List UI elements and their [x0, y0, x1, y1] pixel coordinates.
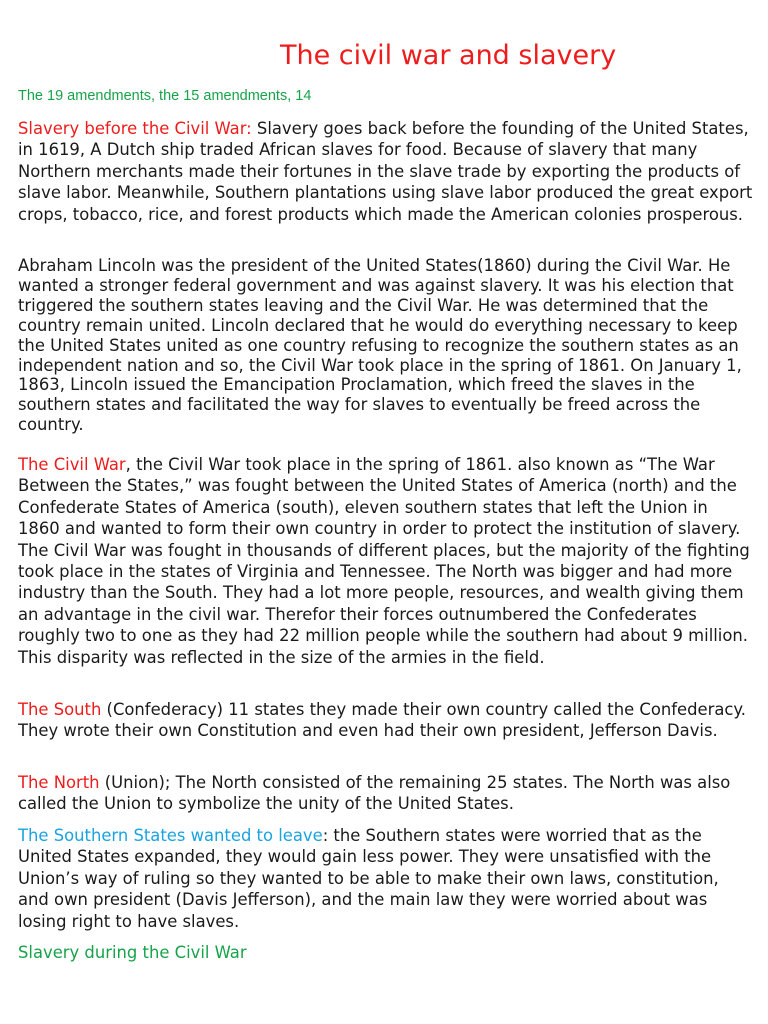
document-title: The civil war and slavery: [280, 40, 617, 71]
heading-slavery-before-war: Slavery before the Civil War:: [18, 119, 252, 138]
heading-slavery-during-war: Slavery during the Civil War: [18, 943, 247, 962]
paragraph-body: , the Civil War took place in the spring of 1861. also known as “The War Between the States,” was fought between the United States of America (north) and the Confederate States of America (south), eleven southern states that left the Union in 1860 and wanted to form their own country in order to protect the institution of slavery. The Civil War was fought in thousands of different places, but the majority of the fighting took place in the states of Virginia and Tennessee. The North was bigger and had more industry than the South. They had a lot more people, resources, and wealth giving them an advantage in the civil war. Therefor their forces outnumbered the Confederates roughly two to one as they had 22 million people while the southern had about 9 million. This disparity was reflected in the size of the armies in the field.: [18, 455, 750, 667]
paragraph-civil-war: [18, 454, 754, 668]
paragraph-body: (Confederacy) 11 states they made their own country called the Confederacy. They wrote their own Constitution and even had their own president, Jefferson Davis.: [18, 700, 746, 741]
heading-the-south: The South: [18, 700, 102, 719]
paragraph-abraham-lincoln: [18, 256, 754, 435]
paragraph-body: : the Southern states were worried that as the United States expanded, they would gain less power. They were unsatisfied with the Union’s way of ruling so they wanted to be able to make their own laws, constitution, and own president (Davis Jefferson), and the main law they were worried about was losing right to have slaves.: [18, 826, 719, 931]
paragraph-southern-states-leave: [18, 825, 754, 932]
paragraph-the-south: [18, 699, 754, 742]
heading-the-north: The North: [18, 773, 100, 792]
paragraph-slavery-before-war: [18, 118, 754, 225]
document-subtitle: The 19 amendments, the 15 amendments, 14: [18, 88, 312, 104]
paragraph-body: Abraham Lincoln was the president of the United States(1860) during the Civil War. He wanted a stronger federal government and was against slavery. It was his election that triggered the southern states leaving and the Civil War. He was determined that the country remain united. Lincoln declared that he would do everything necessary to keep the United States united as one country refusing to recognize the southern states as an independent nation and so, the Civil War took place in the spring of 1861. On January 1, 1863, Lincoln issued the Emancipation Proclamation, which freed the slaves in the southern states and facilitated the way for slaves to eventually be freed across the country.: [18, 256, 742, 435]
paragraph-body: (Union); The North consisted of the remaining 25 states. The North was also called the Union to symbolize the unity of the United States.: [18, 773, 731, 814]
heading-civil-war: The Civil War: [18, 455, 126, 474]
paragraph-the-north: [18, 772, 754, 815]
paragraph-slavery-during-war: [18, 942, 754, 963]
heading-southern-states-leave: The Southern States wanted to leave: [18, 826, 323, 845]
paragraph-body: Slavery goes back before the founding of the United States, in 1619, A Dutch ship traded African slaves for food. Because of slavery that many Northern merchants made their fortunes in the slave trade by exporting the products of slave labor. Meanwhile, Southern plantations using slave labor produced the great export crops, tobacco, rice, and forest products which made the American colonies prosperous.: [18, 119, 753, 224]
